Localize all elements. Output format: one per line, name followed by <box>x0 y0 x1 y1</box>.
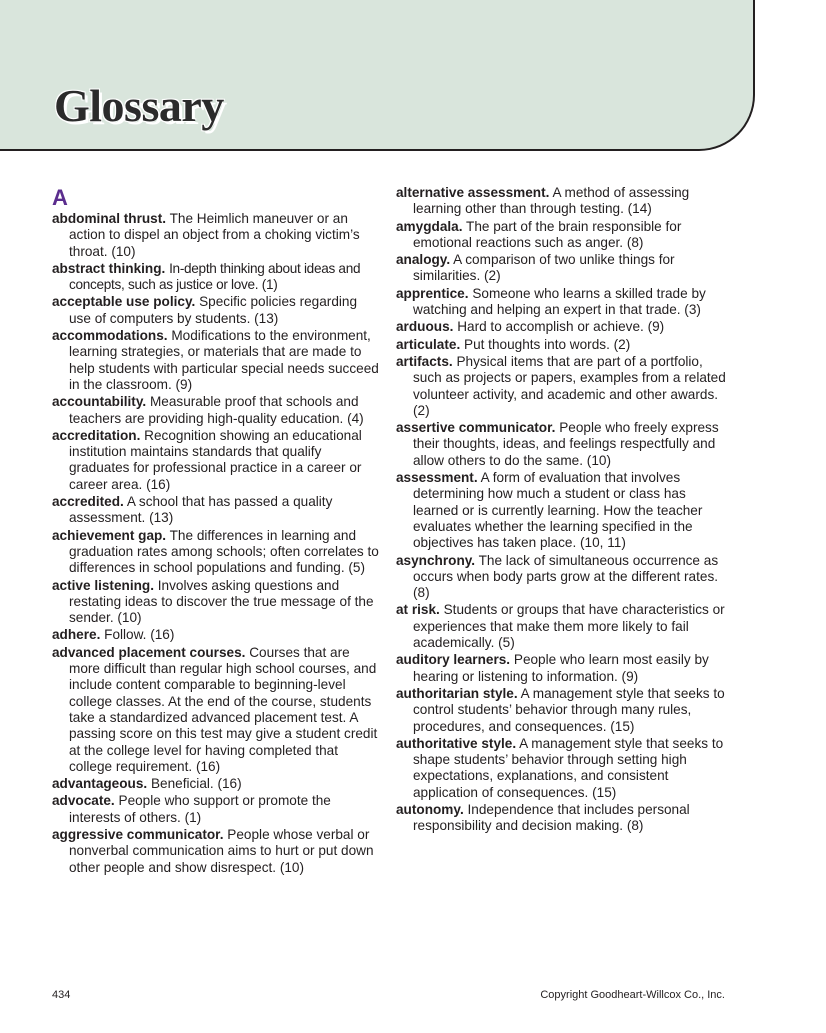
entry-term: at risk. <box>396 602 440 618</box>
entry-definition: Beneficial. (16) <box>150 776 242 792</box>
glossary-entry <box>52 394 382 427</box>
entry-term: aggressive communicator. <box>52 826 224 842</box>
entry-definition: People who support or promote the interests of others. (1) <box>69 793 331 825</box>
glossary-entry <box>52 793 382 826</box>
entry-term: apprentice. <box>396 285 469 301</box>
page-title: Glossary <box>54 80 224 131</box>
glossary-entry <box>396 354 731 419</box>
entry-definition: In-depth thinking about ideas and concepts, such as justice or love. (1) <box>69 260 361 293</box>
entry-term: alternative assessment. <box>396 185 550 200</box>
glossary-entry <box>396 802 731 835</box>
entry-term: asynchrony. <box>396 552 476 568</box>
entry-definition: The part of the brain responsible for emotional reactions such as anger. (8) <box>413 218 682 250</box>
entry-definition: Put thoughts into words. (2) <box>464 336 631 352</box>
entry-definition: Physical items that are part of a portfolio, such as projects or papers, examples from a related volunteer activity, and academic and other awards. (2) <box>413 353 726 418</box>
glossary-entry <box>52 827 382 876</box>
glossary-entry <box>396 219 731 252</box>
entry-term: active listening. <box>52 577 154 593</box>
entry-term: articulate. <box>396 336 461 352</box>
entry-definition: A comparison of two unlike things for similarities. (2) <box>413 252 675 284</box>
entry-definition: People whose verbal or nonverbal communication aims to hurt or put down other people and show disrespect. (10) <box>69 826 374 875</box>
entry-term: achievement gap. <box>52 527 167 543</box>
glossary-entry <box>396 652 731 685</box>
entry-definition: Students or groups that have characteristics or experiences that make them more likely to fail academically. (5) <box>413 602 725 651</box>
glossary-entry <box>396 420 731 469</box>
glossary-entry <box>396 286 731 319</box>
glossary-entry <box>396 337 731 353</box>
entry-definition: A form of evaluation that involves determining how much a student or class has learned or is currently learning. How the teacher evaluates whether the learning specified in the objectives has taken place. (10, 11) <box>413 470 703 551</box>
entry-definition: Specific policies regarding use of computers by students. (13) <box>69 294 358 326</box>
page-number: 434 <box>52 989 71 1001</box>
glossary-column-left <box>52 211 382 877</box>
entry-definition: The lack of simultaneous occurrence as occurs when body parts grow at the different rates. (8) <box>413 552 719 601</box>
glossary-entry <box>52 528 382 577</box>
entry-term: autonomy. <box>396 801 464 817</box>
entry-term: assertive communicator. <box>396 420 556 436</box>
entry-definition: A method of assessing learning other than through testing. (14) <box>413 185 690 217</box>
entry-term: accredited. <box>52 494 124 510</box>
entry-term: accommodations. <box>52 328 168 344</box>
glossary-entry <box>396 553 731 602</box>
glossary-entry <box>52 645 382 775</box>
entry-term: assessment. <box>396 470 478 486</box>
glossary-entry <box>52 294 382 327</box>
entry-term: accountability. <box>52 394 147 410</box>
glossary-entry <box>52 211 382 260</box>
entry-definition: The differences in learning and graduation rates among schools; often correlates to differences in school populations and funding. (5) <box>69 527 379 576</box>
entry-definition: Modifications to the environment, learning strategies, or materials that are made to help students with particular special needs succeed in the classroom. (9) <box>69 328 379 392</box>
entry-definition: Measurable proof that schools and teachers are providing high-quality education. (4) <box>69 394 364 426</box>
glossary-entry <box>396 602 731 651</box>
entry-term: arduous. <box>396 319 454 335</box>
glossary-entry <box>396 686 731 735</box>
entry-term: analogy. <box>396 252 451 268</box>
entry-definition: Hard to accomplish or achieve. (9) <box>457 319 665 335</box>
glossary-entry <box>52 328 382 393</box>
section-letter: A <box>52 185 68 210</box>
glossary-entry <box>396 252 731 285</box>
entry-term: acceptable use policy. <box>52 294 196 310</box>
entry-definition: People who learn most easily by hearing or listening to information. (9) <box>413 652 709 684</box>
glossary-entry <box>396 470 731 551</box>
entry-term: authoritative style. <box>396 735 517 751</box>
entry-definition: Recognition showing an educational institution maintains standards that qualify graduates for professional practice in a career or career area. (16) <box>69 427 362 492</box>
entry-term: advanced placement courses. <box>52 644 246 660</box>
glossary-entry <box>396 736 731 801</box>
entry-definition: Someone who learns a skilled trade by watching and helping an expert in that trade. (3) <box>413 285 706 318</box>
entry-term: adhere. <box>52 627 101 643</box>
glossary-entry <box>52 261 382 294</box>
glossary-entry <box>52 494 382 527</box>
entry-term: artifacts. <box>396 353 453 369</box>
glossary-entry <box>52 578 382 627</box>
copyright-notice: Copyright Goodheart-Willcox Co., Inc. <box>540 989 725 1001</box>
entry-term: amygdala. <box>396 218 463 234</box>
glossary-entry <box>52 776 382 792</box>
entry-definition: Independence that includes personal responsibility and decision making. (8) <box>413 801 690 834</box>
entry-term: abstract thinking. <box>52 260 166 276</box>
entry-term: abdominal thrust. <box>52 211 167 226</box>
entry-term: advocate. <box>52 793 115 809</box>
glossary-column-right <box>396 185 731 836</box>
entry-definition: A school that has passed a quality assessment. (13) <box>69 494 333 526</box>
entry-term: accreditation. <box>52 427 141 443</box>
entry-definition: The Heimlich maneuver or an action to dispel an object from a choking victim’s throat. (10) <box>69 211 360 259</box>
entry-term: auditory learners. <box>396 652 511 668</box>
entry-term: authoritarian style. <box>396 685 518 701</box>
entry-term: advantageous. <box>52 776 148 792</box>
glossary-entry <box>396 185 731 218</box>
glossary-entry <box>52 428 382 493</box>
entry-definition: Follow. (16) <box>104 627 175 643</box>
entry-definition: People who freely express their thoughts, ideas, and feelings respectfully and allow others to do the same. (10) <box>413 420 719 468</box>
glossary-entry <box>52 627 382 643</box>
entry-definition: A management style that seeks to shape students’ behavior through setting high expectations, explanations, and consistent application of consequences. (15) <box>413 735 724 800</box>
glossary-entry <box>396 319 731 335</box>
entry-definition: Courses that are more difficult than regular high school courses, and include content comparable to beginning-level college classes. At the end of the course, students take a standardized advanced placement test. A passing score on this test may give a student credit at the college level for having completed that college requirement. (16) <box>69 644 378 774</box>
entry-definition: Involves asking questions and restating ideas to discover the true message of the sender. (10) <box>69 577 374 626</box>
entry-definition: A management style that seeks to control students’ behavior through many rules, procedures, and consequences. (15) <box>413 685 725 734</box>
